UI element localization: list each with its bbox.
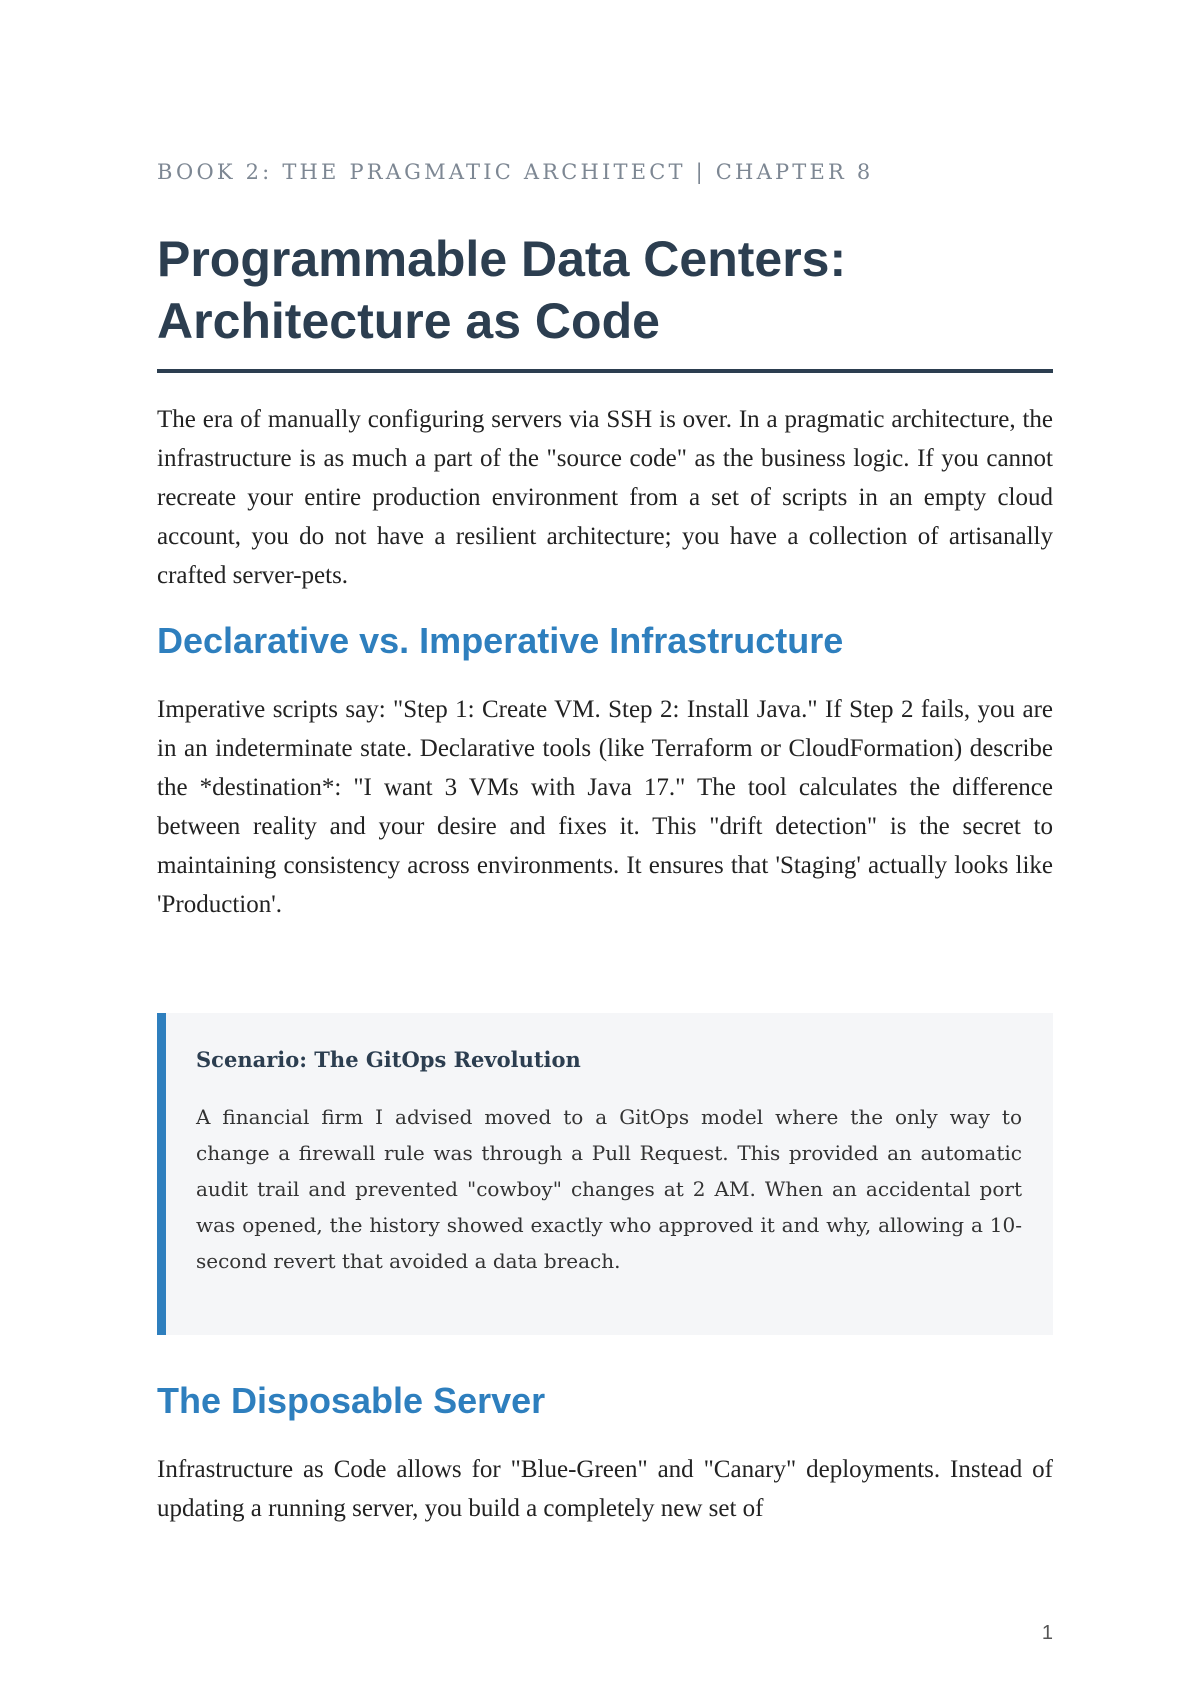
scenario-callout — [157, 1013, 1053, 1335]
section-paragraph-declarative: Imperative scripts say: "Step 1: Create VM. Step 2: Install Java." If Step 2 fails, you are in an indeterminate state. Declarative tools (like Terraform or CloudFormation) describe the *destination*: "I want 3 VMs with Java 17." The tool calculates the difference between reality and your desire and fixes it. This "drift detection" is the secret to maintaining consistency across environments. It ensures that 'Staging' actually looks like 'Production'. — [157, 696, 1053, 918]
section-paragraph-disposable: Infrastructure as Code allows for "Blue-Green" and "Canary" deployments. Instead of updating a running server, you build a completely new set of — [157, 1456, 1053, 1522]
title-divider — [157, 369, 1053, 373]
section-heading-disposable: The Disposable Server — [157, 1380, 546, 1421]
section-heading-declarative: Declarative vs. Imperative Infrastructure — [157, 620, 844, 661]
document-page — [157, 0, 1053, 1696]
chapter-kicker: BOOK 2: THE PRAGMATIC ARCHITECT | CHAPTER 8 — [157, 160, 874, 184]
callout-text: A financial firm I advised moved to a GitOps model where the only way to change a firewall rule was through a Pull Request. This provided an automatic audit trail and prevented "cowboy" changes at 2 AM. When an accidental port was opened, the history showed exactly who approved it and why, allowing a 10-second revert that avoided a data breach. — [196, 1105, 1022, 1273]
intro-paragraph: The era of manually configuring servers via SSH is over. In a pragmatic architecture, the infrastructure is as much a part of the "source code" as the business logic. If you cannot recreate your entire production environment from a set of scripts in an empty cloud account, you do not have a resilient architecture; you have a collection of artisanally crafted server-pets. — [157, 406, 1053, 589]
callout-title: Scenario: The GitOps Revolution — [196, 1047, 581, 1072]
page-number: 1 — [1041, 1622, 1053, 1644]
page-title: Programmable Data Centers: Architecture as Code — [157, 231, 847, 349]
